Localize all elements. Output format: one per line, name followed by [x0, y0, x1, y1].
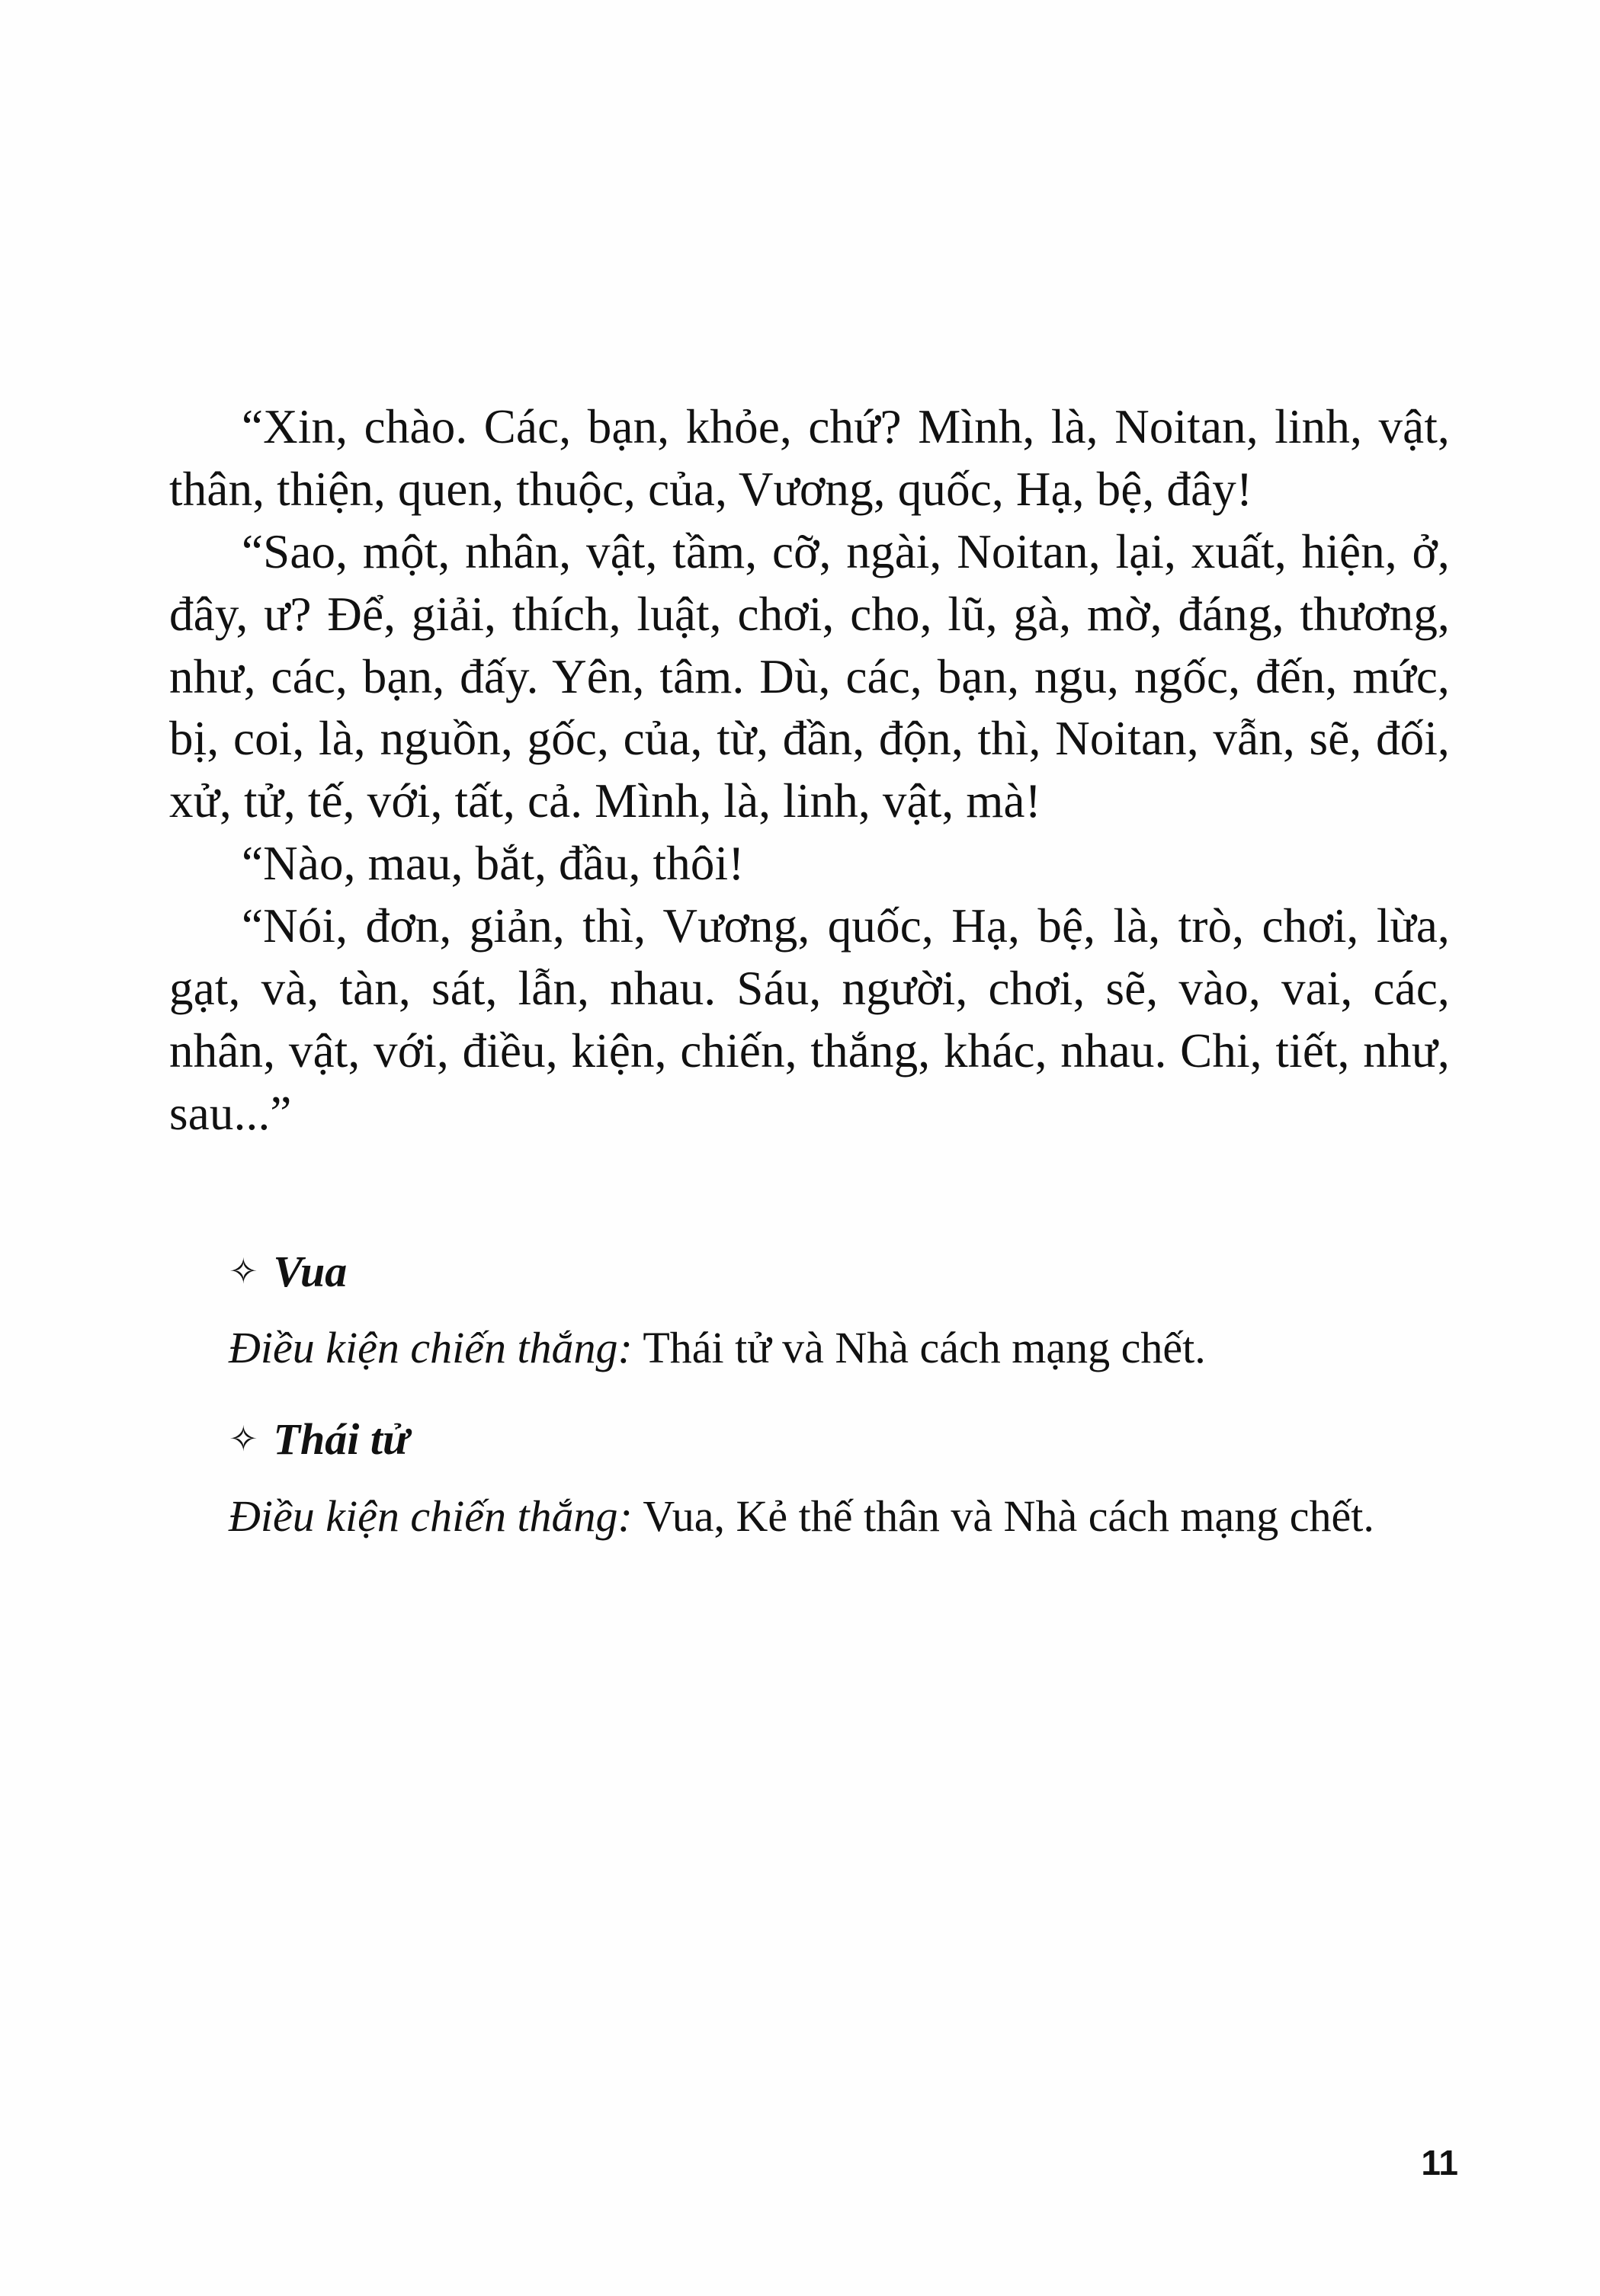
- star-icon: ✧: [229, 1251, 258, 1291]
- star-icon: ✧: [229, 1420, 258, 1459]
- role-title-row: [229, 1243, 1448, 1300]
- role-list: [169, 1243, 1448, 1545]
- page-body: [169, 396, 1450, 1579]
- paragraph-2: “Sao, một, nhân, vật, tầm, cỡ, ngài, Noitan, lại, xuất, hiện, ở, đây, ư? Để, giải, thích, luật, chơi, cho, lũ, gà, mờ, đáng, thương, như, các, bạn, đấy. Yên, tâm. Dù, các, bạn, ngu, ngốc, đến, mức, bị, coi, là, nguồn, gốc, của, từ, đần, độn, thì, Noitan, vẫn, sẽ, đối, xử, tử, tế, với, tất, cả. Mình, là, linh, vật, mà!: [169, 524, 1450, 828]
- role-title: Thái tử: [273, 1414, 409, 1465]
- role-item-thai-tu: [229, 1411, 1448, 1545]
- role-condition: [229, 1487, 1448, 1545]
- role-condition-text: Thái tử và Nhà cách mạng chết.: [632, 1323, 1206, 1373]
- role-condition: [229, 1318, 1448, 1377]
- page-number: 11: [1421, 2143, 1458, 2182]
- role-title: Vua: [273, 1246, 348, 1296]
- paragraph-1: “Xin, chào. Các, bạn, khỏe, chứ? Mình, là, Noitan, linh, vật, thân, thiện, quen, thuộc, của, Vương, quốc, Hạ, bệ, đây!: [169, 400, 1450, 516]
- role-condition-label: Điều kiện chiến thắng:: [229, 1323, 633, 1373]
- paragraph-3: “Nào, mau, bắt, đầu, thôi!: [242, 837, 745, 891]
- paragraph-4: “Nói, đơn, giản, thì, Vương, quốc, Hạ, bệ, là, trò, chơi, lừa, gạt, và, tàn, sát, lẫn, nhau. Sáu, người, chơi, sẽ, vào, vai, các, nhân, vật, với, điều, kiện, chiến, thắng, khác, nhau. Chi, tiết, như, sau...”: [169, 899, 1450, 1140]
- role-title-row: [229, 1411, 1448, 1468]
- role-condition-text: Vua, Kẻ thế thân và Nhà cách mạng chết.: [632, 1491, 1374, 1541]
- role-item-vua: [229, 1243, 1448, 1378]
- role-condition-label: Điều kiện chiến thắng:: [229, 1491, 633, 1541]
